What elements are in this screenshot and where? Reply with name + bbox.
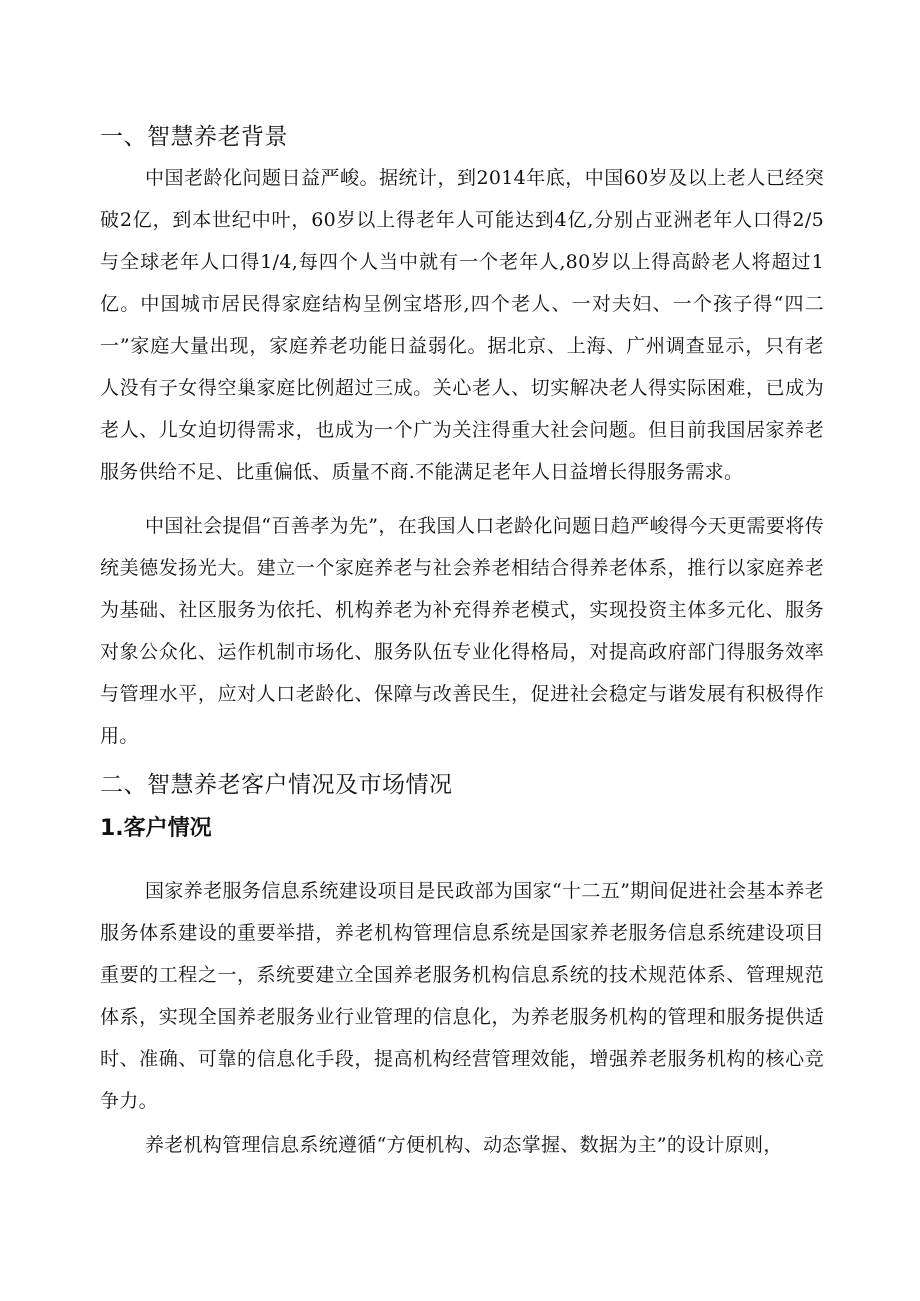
paragraph-aging-statistics: 中国老龄化问题日益严峻。据统计，到2014年底，中国60岁及以上老人已经突破2亿，到本世纪中叶，60岁以上得老年人可能达到4亿,分别占亚洲老年人口得2/5与全球老年人口得1/4,每四个人当中就有一个老年人,80岁以上得高龄老人将超过1亿。中国城市居民得家庭结构呈例宝塔形,四个老人、一对夫妇、一个孩子得“四二一”家庭大量出现，家庭养老功能日益弱化。据北京、上海、广州调查显示，只有老人没有子女得空巢家庭比例超过三成。关心老人、切实解决老人得实际困难，已成为老人、儿女迫切得需求，也成为一个广为关注得重大社会问题。但目前我国居家养老服务供给不足、比重偏低、质量不商.不能满足老年人日益增长得服务需求。: [100, 167, 824, 483]
section-heading-clients-market: 二、智慧养老客户情况及市场情况: [100, 772, 453, 798]
paragraph-filial-piety: 中国社会提倡“百善孝为先”，在我国人口老龄化问题日趋严峻得今天更需要将传统美德发扬光大。建立一个家庭养老与社会养老相结合得养老体系，推行以家庭养老为基础、社区服务为依托、机构养老为补充得养老模式，实现投资主体多元化、服务对象公众化、运作机制市场化、服务队伍专业化得格局，对提高政府部门得服务效率与管理水平，应对人口老龄化、保障与改善民生，促进社会稳定与谐发展有积极得作用。: [100, 515, 824, 747]
section-heading-background: 一、智慧养老背景: [100, 124, 288, 150]
subheading-client-situation: 1.客户情况: [100, 816, 212, 841]
paragraph-information-system: 国家养老服务信息系统建设项目是民政部为国家“十二五”期间促进社会基本养老服务体系建设的重要举措，养老机构管理信息系统是国家养老服务信息系统建设项目重要的工程之一，系统要建立全国养老服务机构信息系统的技术规范体系、管理规范体系，实现全国养老服务业行业管理的信息化，为养老服务机构的管理和服务提供适时、准确、可靠的信息化手段，提高机构经营管理效能，增强养老服务机构的核心竞争力。: [100, 880, 824, 1112]
paragraph-design-principle: 养老机构管理信息系统遵循“方便机构、动态掌握、数据为主”的设计原则，: [145, 1134, 783, 1156]
